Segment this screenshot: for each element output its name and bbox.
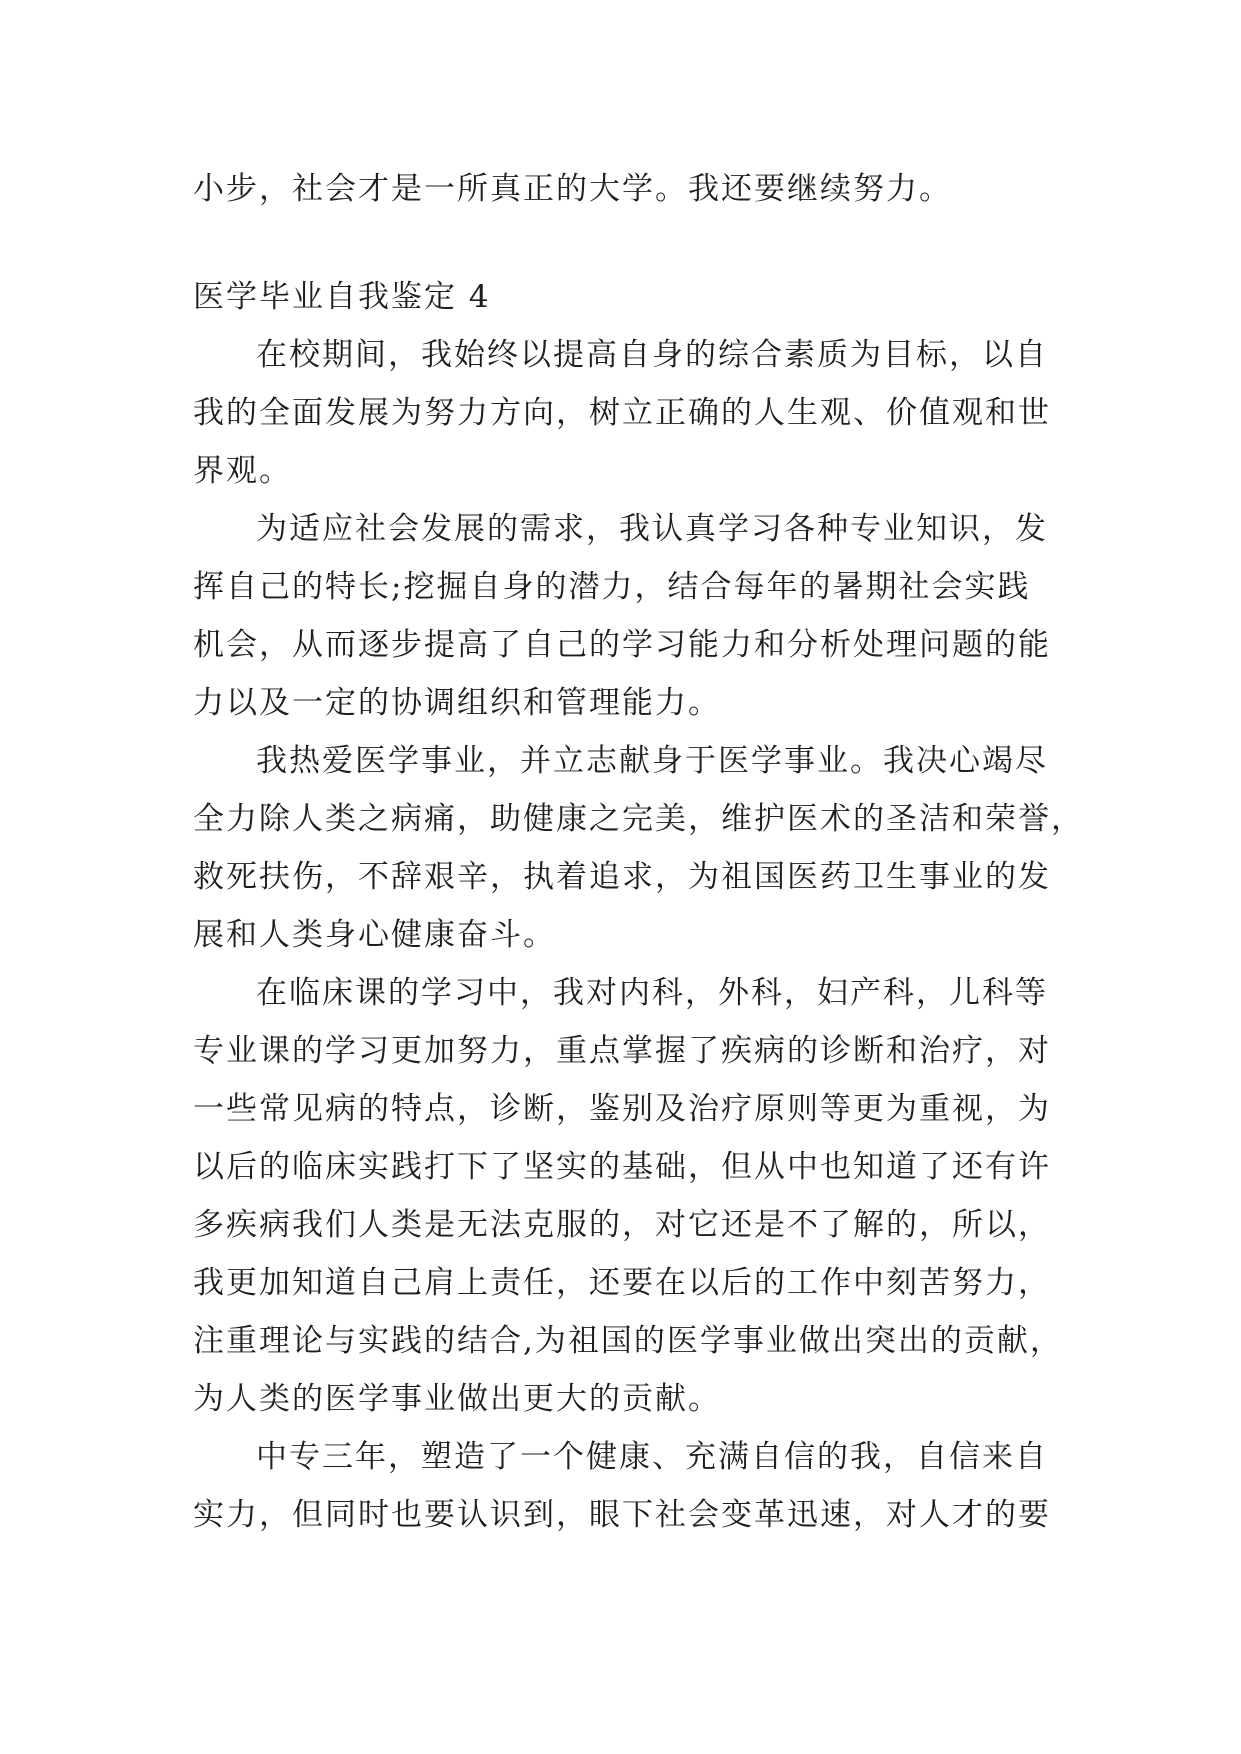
paragraph-1	[193, 326, 1053, 500]
paragraph-4	[193, 964, 1063, 1428]
section-heading: 医学毕业自我鉴定 4	[193, 279, 491, 315]
paragraph-line: 注重理论与实践的结合,为祖国的医学事业做出突出的贡献，	[193, 1323, 1063, 1359]
paragraph-line: 中专三年，塑造了一个健康、充满自信的我，自信来自	[256, 1439, 1048, 1475]
paragraph-line: 在临床课的学习中，我对内科，外科，妇产科，儿科等	[256, 975, 1048, 1011]
paragraph-line: 在校期间，我始终以提高自身的综合素质为目标，以自	[256, 337, 1048, 373]
paragraph-line: 我更加知道自己肩上责任，还要在以后的工作中刻苦努力，	[193, 1265, 1051, 1301]
paragraph-3	[193, 732, 1084, 964]
paragraph-line: 力以及一定的协调组织和管理能力。	[193, 685, 721, 721]
paragraph-line: 实力，但同时也要认识到，眼下社会变革迅速，对人才的要	[193, 1497, 1051, 1533]
paragraph-line: 展和人类身心健康奋斗。	[193, 917, 556, 953]
paragraph-line: 全力除人类之病痛，助健康之完美，维护医术的圣洁和荣誉，	[193, 801, 1084, 837]
paragraph-2	[193, 500, 1053, 732]
paragraph-line: 我的全面发展为努力方向，树立正确的人生观、价值观和世	[193, 395, 1051, 431]
paragraph-5	[193, 1428, 1053, 1544]
paragraph-line: 一些常见病的特点，诊断，鉴别及治疗原则等更为重视，为	[193, 1091, 1051, 1127]
paragraph-line: 以后的临床实践打下了坚实的基础，但从中也知道了还有许	[193, 1149, 1051, 1185]
paragraph-line: 为适应社会发展的需求，我认真学习各种专业知识，发	[256, 511, 1048, 547]
paragraph-line: 界观。	[193, 453, 292, 489]
continuation-line: 小步，社会才是一所真正的大学。我还要继续努力。	[193, 171, 952, 207]
paragraph-line: 我热爱医学事业，并立志献身于医学事业。我决心竭尽	[256, 743, 1048, 779]
paragraph-line: 为人类的医学事业做出更大的贡献。	[193, 1381, 721, 1417]
document-body	[193, 160, 1084, 1544]
paragraph-line: 救死扶伤，不辞艰辛，执着追求，为祖国医药卫生事业的发	[193, 859, 1051, 895]
paragraph-line: 挥自己的特长;挖掘自身的潜力，结合每年的暑期社会实践	[193, 569, 1031, 605]
paragraph-line: 专业课的学习更加努力，重点掌握了疾病的诊断和治疗，对	[193, 1033, 1051, 1069]
paragraph-line: 机会，从而逐步提高了自己的学习能力和分析处理问题的能	[193, 627, 1051, 663]
paragraph-line: 多疾病我们人类是无法克服的，对它还是不了解的，所以，	[193, 1207, 1051, 1243]
